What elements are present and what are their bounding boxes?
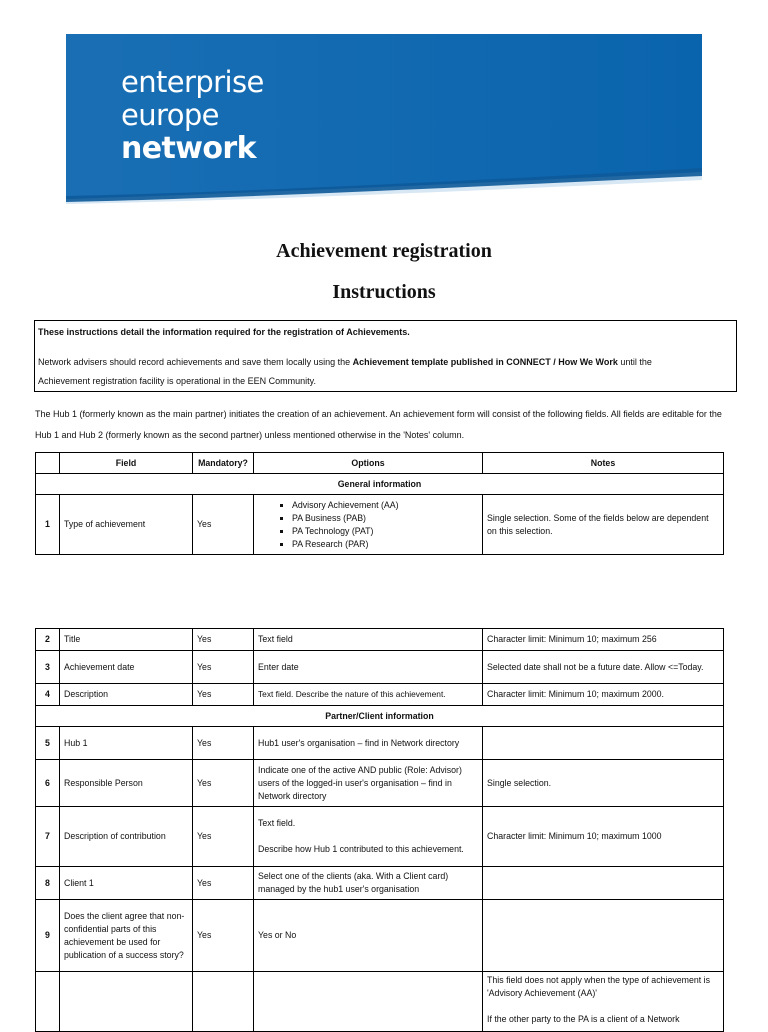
row-number: 1 — [36, 495, 60, 555]
row-number — [36, 972, 60, 1032]
header-mandatory: Mandatory? — [193, 453, 254, 474]
table-row — [36, 900, 724, 972]
table-row — [36, 651, 724, 684]
options-text-a: Text field. — [258, 818, 296, 828]
row-mandatory: Yes — [193, 651, 254, 684]
header-field: Field — [60, 453, 193, 474]
logo-line-europe: europe — [121, 98, 219, 132]
section-partner-client-information: Partner/Client information — [36, 706, 724, 727]
row-mandatory: Yes — [193, 760, 254, 807]
row-field: Title — [60, 629, 193, 651]
row-number: 5 — [36, 727, 60, 760]
notes-text-b: If the other party to the PA is a client of a Network — [487, 1014, 680, 1024]
row-notes: Character limit: Minimum 10; maximum 1000 — [483, 807, 724, 867]
section-general-information: General information — [36, 474, 724, 495]
row-number: 2 — [36, 629, 60, 651]
table-row — [36, 760, 724, 807]
options-list — [258, 499, 478, 551]
row-number: 3 — [36, 651, 60, 684]
row-notes — [483, 727, 724, 760]
intro-line-2-end: until the — [617, 357, 652, 367]
row-mandatory: Yes — [193, 807, 254, 867]
option-item: ▪ PA Research (PAR) — [292, 538, 478, 551]
header-num — [36, 453, 60, 474]
intro-template-link-text: Achievement template published in CONNECT / How We Work — [352, 357, 618, 367]
row-mandatory — [193, 972, 254, 1032]
page-subtitle: Instructions — [332, 281, 436, 303]
table-row — [36, 629, 724, 651]
row-mandatory: Yes — [193, 900, 254, 972]
options-text-b: Describe how Hub 1 contributed to this achievement. — [258, 844, 464, 854]
row-number: 4 — [36, 684, 60, 706]
logo-line-enterprise: enterprise — [121, 65, 264, 99]
row-notes: Single selection. — [483, 760, 724, 807]
row-options: Enter date — [254, 651, 483, 684]
row-options: Text field. Describe the nature of this achievement. — [254, 684, 483, 706]
row-mandatory: Yes — [193, 684, 254, 706]
fields-table-1 — [35, 452, 724, 555]
intro-line-2-text: Network advisers should record achievements and save them locally using the — [38, 357, 353, 367]
row-notes: Selected date shall not be a future date. Allow <=Today. — [483, 651, 724, 684]
row-mandatory: Yes — [193, 495, 254, 555]
row-notes: Single selection. Some of the fields below are dependent on this selection. — [483, 495, 724, 555]
row-options: Hub1 user's organisation – find in Network directory — [254, 727, 483, 760]
row-field: Hub 1 — [60, 727, 193, 760]
row-options: Yes or No — [254, 900, 483, 972]
row-notes: Character limit: Minimum 10; maximum 256 — [483, 629, 724, 651]
section-row — [36, 474, 724, 495]
header-notes: Notes — [483, 453, 724, 474]
intro-line-2 — [38, 353, 733, 372]
row-field: Does the client agree that non-confidential parts of this achievement be used for publication of a success story? — [60, 900, 193, 972]
row-options — [254, 972, 483, 1032]
row-field: Client 1 — [60, 867, 193, 900]
intro-paragraph: The Hub 1 (formerly known as the main partner) initiates the creation of an achievement. An achievement form will consist of the following fields. All fields are editable for the Hub 1 and Hub 2 (formerly known as the second partner) unless mentioned otherwise in the 'Notes' column. — [35, 409, 722, 440]
row-options — [254, 495, 483, 555]
row-options — [254, 807, 483, 867]
notes-text-a: This field does not apply when the type of achievement is 'Advisory Achievement (AA)' — [487, 975, 710, 998]
row-number: 9 — [36, 900, 60, 972]
row-mandatory: Yes — [193, 867, 254, 900]
intro-line-1: These instructions detail the information required for the registration of Achievements. — [38, 327, 410, 337]
row-mandatory: Yes — [193, 629, 254, 651]
row-field: Description — [60, 684, 193, 706]
row-options: Text field — [254, 629, 483, 651]
row-field: Achievement date — [60, 651, 193, 684]
een-banner — [66, 34, 702, 208]
intro-box — [34, 320, 737, 392]
table-header-row — [36, 453, 724, 474]
table-row — [36, 727, 724, 760]
section-row — [36, 706, 724, 727]
header-options: Options — [254, 453, 483, 474]
option-item: ▪ PA Technology (PAT) — [292, 525, 478, 538]
row-number: 6 — [36, 760, 60, 807]
row-notes — [483, 867, 724, 900]
fields-table-2 — [35, 628, 724, 1032]
table-row — [36, 972, 724, 1032]
een-logo — [121, 66, 264, 165]
row-notes — [483, 900, 724, 972]
table-row — [36, 867, 724, 900]
row-number: 7 — [36, 807, 60, 867]
table-row — [36, 684, 724, 706]
table-row — [36, 807, 724, 867]
row-mandatory: Yes — [193, 727, 254, 760]
table-row — [36, 495, 724, 555]
page-title: Achievement registration — [276, 240, 492, 262]
option-item: ▪ Advisory Achievement (AA) — [292, 499, 478, 512]
logo-line-network: network — [121, 131, 256, 166]
row-options: Indicate one of the active AND public (Role: Advisor) users of the logged-in user's organisation – find in Network directory — [254, 760, 483, 807]
row-number: 8 — [36, 867, 60, 900]
row-field: Responsible Person — [60, 760, 193, 807]
row-field: Description of contribution — [60, 807, 193, 867]
row-field: Type of achievement — [60, 495, 193, 555]
row-notes: Character limit: Minimum 10; maximum 2000. — [483, 684, 724, 706]
option-item: ▪ PA Business (PAB) — [292, 512, 478, 525]
intro-line-3: Achievement registration facility is operational in the EEN Community. — [38, 376, 316, 386]
row-field — [60, 972, 193, 1032]
row-notes — [483, 972, 724, 1032]
row-options: Select one of the clients (aka. With a Client card) managed by the hub1 user's organisation — [254, 867, 483, 900]
